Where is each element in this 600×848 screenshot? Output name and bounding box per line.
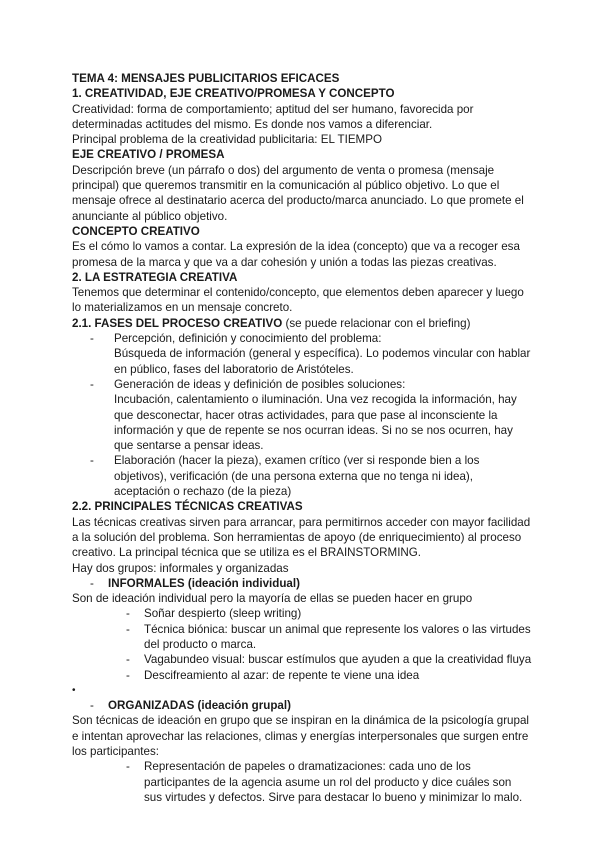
- heading-organizadas-row: [90, 698, 532, 713]
- heading-fases: [72, 316, 532, 331]
- document-page: [72, 71, 532, 805]
- organizadas-list: [72, 759, 532, 805]
- heading-informales-row: [90, 576, 532, 591]
- informales-list: [72, 606, 532, 682]
- heading-fases-bold: 2.1. FASES DEL PROCESO CREATIVO: [72, 316, 283, 330]
- paragraph-informales: Son de ideación individual pero la mayoría de ellas se pueden hacer en grupo: [72, 592, 473, 606]
- tecnica-informal-item: [126, 622, 532, 653]
- fase-item: [90, 453, 532, 499]
- list-dash: -: [90, 699, 94, 713]
- heading-eje-creativo: EJE CREATIVO / PROMESA: [72, 148, 225, 162]
- list-dash: -: [126, 668, 130, 682]
- list-dash: -: [126, 653, 130, 667]
- list-item-text: Vagabundeo visual: buscar estímulos que ayuden a que la creatividad fluya: [144, 653, 532, 667]
- paragraph-creatividad: Creatividad: forma de comportamiento; aptitud del ser humano, favorecida por determinadas actitudes del mismo. Es donde nos vamos a diferenciar.: [72, 102, 474, 131]
- list-dash: -: [126, 760, 130, 774]
- heading-informales: INFORMALES (ideación individual): [108, 576, 300, 590]
- heading-fases-note: (se puede relacionar con el briefing): [282, 316, 471, 330]
- list-dash: -: [90, 454, 94, 468]
- list-item-text: Percepción, definición y conocimiento del problema: Búsqueda de información (general y específica). Lo podemos vincular con hablar en público, fases del laboratorio de Aristóteles.: [114, 332, 531, 376]
- heading-concepto: CONCEPTO CREATIVO: [72, 224, 200, 238]
- paragraph-organizadas: Son técnicas de ideación en grupo que se inspiran en la dinámica de la psicología grupal e intentan aprovechar las relaciones, climas y energías interpersonales que surgen entre los participantes:: [72, 714, 529, 759]
- paragraph-tecnicas: Las técnicas creativas sirven para arrancar, para permitirnos acceder con mayor facilidad a la solución del problema. Son herramientas de apoyo (de enriquecimiento) al proceso creativo. La principal técnica que se utiliza es el BRAINSTORMING.: [72, 515, 531, 560]
- list-dash: -: [90, 332, 94, 346]
- paragraph-grupos: Hay dos grupos: informales y organizadas: [72, 561, 289, 575]
- tecnica-organizada-item: [126, 759, 532, 805]
- tecnica-informal-item: [126, 668, 532, 683]
- paragraph-concepto: Es el cómo lo vamos a contar. La expresión de la idea (concepto) que va a recoger esa promesa de la marca y que va a dar cohesión y unión a todas las piezas creativas.: [72, 240, 520, 269]
- fases-list: [72, 331, 532, 499]
- heading-organizadas: ORGANIZADAS (ideación grupal): [108, 699, 291, 713]
- list-dash: -: [90, 377, 94, 391]
- tecnica-informal-item: [126, 606, 532, 621]
- paragraph-estrategia: Tenemos que determinar el contenido/concepto, que elementos deben aparecer y luego lo materializamos en un mensaje concreto.: [72, 286, 524, 315]
- bullet-dot: •: [72, 684, 76, 696]
- list-item-text: Descifreamiento al azar: de repente te viene una idea: [144, 668, 420, 682]
- section-heading-1: 1. CREATIVIDAD, EJE CREATIVO/PROMESA Y CONCEPTO: [72, 87, 395, 101]
- paragraph-eje: Descripción breve (un párrafo o dos) del argumento de venta o promesa (mensaje principal) que queremos transmitir en la comunicación al público objetivo. Lo que el mensaje ofrece al destinatario acerca del producto/marca anunciado. Lo que promete el anunciante al público objetivo.: [72, 163, 524, 223]
- fase-item: [90, 377, 532, 453]
- list-item-text: Generación de ideas y definición de posibles soluciones: Incubación, calentamiento o iluminación. Una vez recogida la información, hay que desconectar, hacer otras actividades, para que pase al inconsciente la información y que de repente se nos ocurran ideas. Si no se nos ocurren, hay que sentarse a pensar ideas.: [114, 377, 517, 453]
- fase-item: [90, 331, 532, 377]
- list-dash: -: [126, 622, 130, 636]
- list-dash: -: [126, 607, 130, 621]
- paragraph-problema: Principal problema de la creatividad publicitaria: EL TIEMPO: [72, 133, 382, 147]
- document-title: TEMA 4: MENSAJES PUBLICITARIOS EFICACES: [72, 72, 340, 85]
- list-item-text: Elaboración (hacer la pieza), examen crítico (ver si responde bien a los objetivos), verificación (de una persona externa que no tenga ni idea), aceptación o rechazo (de la pieza): [114, 454, 480, 499]
- section-heading-2: 2. LA ESTRATEGIA CREATIVA: [72, 270, 238, 284]
- list-item-text: Técnica biónica: buscar un animal que represente los valores o las virtudes del producto o marca.: [144, 622, 531, 651]
- list-dash: -: [90, 576, 94, 590]
- list-item-text: Soñar despierto (sleep writing): [144, 607, 302, 621]
- tecnica-informal-item: [126, 652, 532, 667]
- list-item-text: Representación de papeles o dramatizaciones: cada uno de los participantes de la agencia asume un rol del producto y dice cuáles son sus virtudes y defectos. Sirve para destacar lo bueno y minimizar lo malo.: [144, 760, 523, 804]
- heading-tecnicas: 2.2. PRINCIPALES TÉCNICAS CREATIVAS: [72, 500, 303, 514]
